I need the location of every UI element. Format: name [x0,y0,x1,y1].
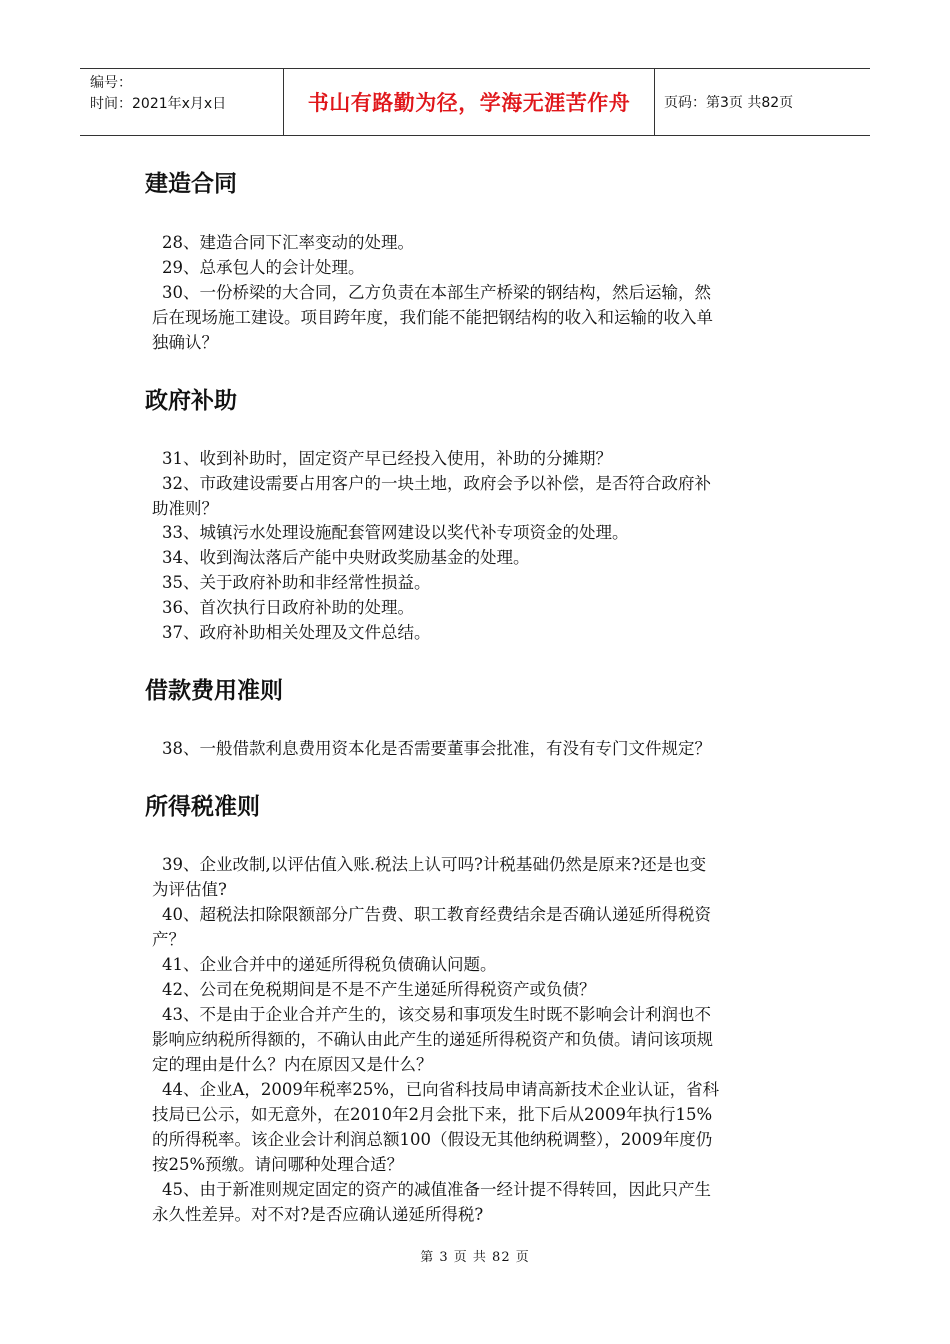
list-item: 33、城镇污水处理设施配套管网建设以奖代补专项资金的处理。 [162,523,629,542]
list-item: 30、一份桥梁的大合同，乙方负责在本部生产桥梁的钢结构，然后运输，然 后在现场施工建设。项目跨年度，我们能不能把钢结构的收入和运输的收入单 独确认？ [152,283,713,352]
list-item: 44、企业A，2009年税率25%，已向省科技局申请高新技术企业认证，省科 技局已公示，如无意外，在2010年2月会批下来，批下后从2009年执行15% 的所得税率。该企业会计利润总额100（假设无其他纳税调整），2009年度仍 按25%预缴。请问哪种处理合适？ [152,1080,720,1174]
list-item: 40、超税法扣除限额部分广告费、职工教育经费结余是否确认递延所得税资 产？ [152,905,711,949]
date-label: 时间：2021年x月x日 [90,96,227,112]
section-title: 借款费用准则 [145,678,283,704]
page-header [80,68,870,136]
header-meta [80,69,283,135]
list-item: 41、企业合并中的递延所得税负债确认问题。 [162,955,497,974]
header-page-label: 页码：第3页 共82页 [664,95,794,111]
number-label: 编号： [90,75,132,91]
page-footer: 第 3 页 共 82 页 [420,1250,530,1265]
list-item: 45、由于新准则规定固定的资产的减值准备一经计提不得转回，因此只产生 永久性差异。对不对?是否应确认递延所得税? [152,1180,711,1224]
section-title: 政府补助 [145,388,237,414]
section-title: 建造合同 [145,171,237,197]
list-item: 36、首次执行日政府补助的处理。 [162,598,414,617]
header-motto: 书山有路勤为径，学海无涯苦作舟 [283,69,655,135]
list-item: 37、政府补助相关处理及文件总结。 [162,623,431,642]
list-item: 42、公司在免税期间是不是不产生递延所得税资产或负债？ [162,980,596,999]
list-item: 32、市政建设需要占用客户的一块土地，政府会予以补偿，是否符合政府补 助准则？ [152,474,711,518]
section-title: 所得税准则 [145,794,260,820]
list-item: 38、一般借款利息费用资本化是否需要董事会批准，有没有专门文件规定？ [162,739,711,758]
list-item: 34、收到淘汰落后产能中央财政奖励基金的处理。 [162,548,530,567]
list-item: 43、不是由于企业合并产生的，该交易和事项发生时既不影响会计利润也不 影响应纳税所得额的，不确认由此产生的递延所得税资产和负债。请问该项规 定的理由是什么？内在原因又是什么？ [152,1005,713,1074]
list-item: 29、总承包人的会计处理。 [162,258,365,277]
list-item: 31、收到补助时，固定资产早已经投入使用，补助的分摊期？ [162,449,612,468]
list-item: 28、建造合同下汇率变动的处理。 [162,233,414,252]
list-item: 39、企业改制,以评估值入账.税法上认可吗?计税基础仍然是原来?还是也变 为评估值? [152,855,707,899]
list-item: 35、关于政府补助和非经常性损益。 [162,573,431,592]
